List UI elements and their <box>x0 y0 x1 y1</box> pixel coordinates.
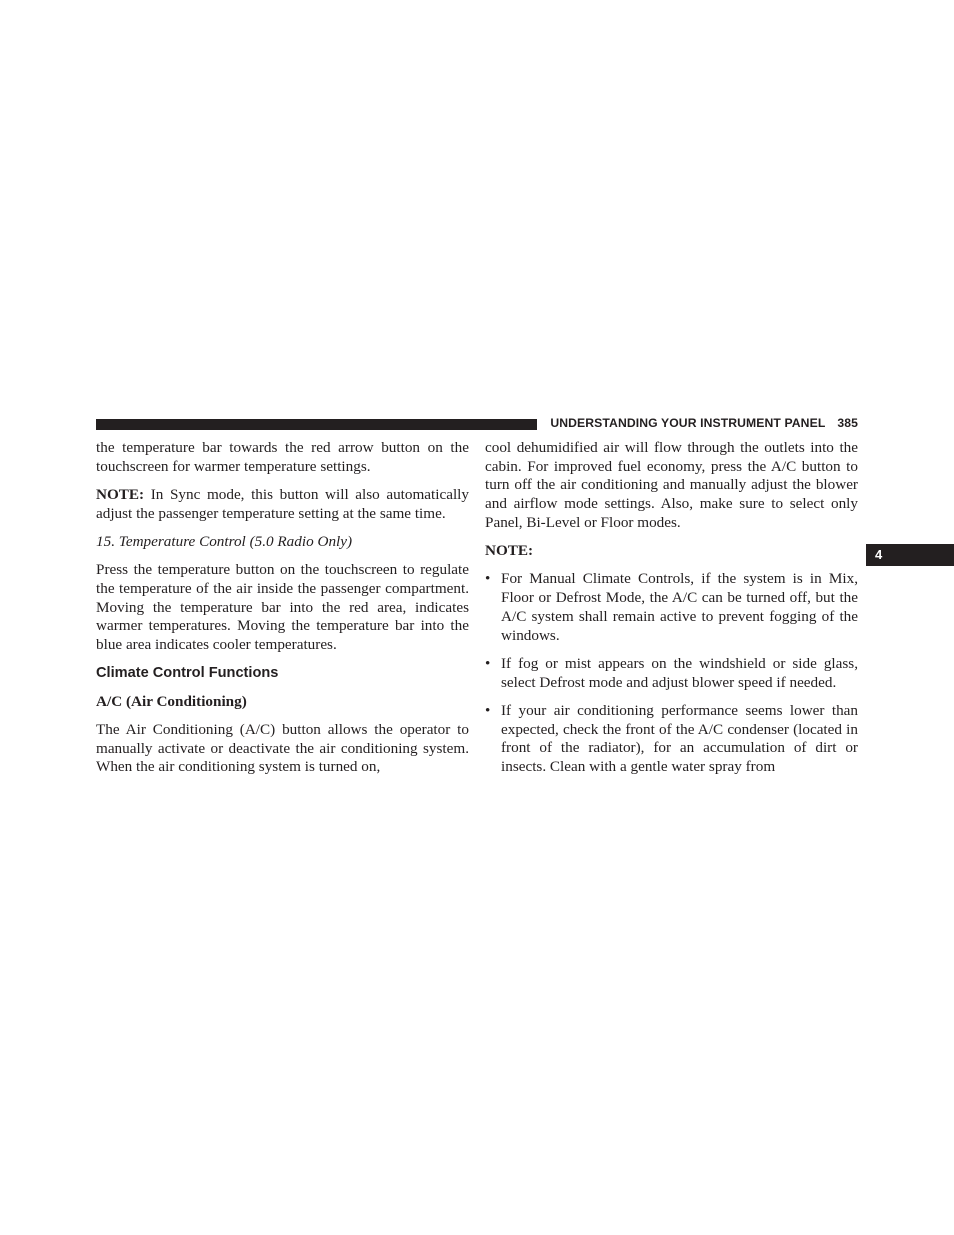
section-heading: Climate Control Functions <box>96 665 279 682</box>
list-item-text: If fog or mist appears on the windshield or side glass, select Defrost mode and adjust blower speed if needed. <box>501 654 858 691</box>
paragraph: The Air Conditioning (A/C) button allows the operator to manually activate or deactivate the air conditioning system. When the air conditioning system is turned on, <box>96 721 469 776</box>
section-title: UNDERSTANDING YOUR INSTRUMENT PANEL <box>550 416 826 430</box>
note-paragraph <box>96 486 469 523</box>
header-rule <box>96 419 537 430</box>
paragraph: cool dehumidified air will flow through the outlets into the cabin. For improved fuel economy, press the A/C button to turn off the air conditioning and manually adjust the blower and airflow mode settings. Also, make sure to select only Panel, Bi-Level or Floor modes. <box>485 439 858 531</box>
bullet-icon: • <box>485 654 491 672</box>
page-number: 385 <box>837 416 858 430</box>
note-list <box>485 570 858 776</box>
chapter-tab: 4 <box>866 544 954 566</box>
list-item <box>485 655 858 692</box>
list-item <box>485 570 858 645</box>
bullet-icon: • <box>485 570 491 588</box>
list-item-text: If your air conditioning performance seems lower than expected, check the front of the A/C condenser (located in front of the radiator), for an accumulation of dirt or insects. Clean with a gentle water spray from <box>501 701 858 775</box>
running-header <box>546 416 858 430</box>
note-text: In Sync mode, this button will also automatically adjust the passenger temperature setting at the same time. <box>96 486 469 522</box>
left-column <box>96 439 469 787</box>
paragraph: Press the temperature button on the touchscreen to regulate the temperature of the air inside the passenger compartment. Moving the temperature bar into the red area, indicates warmer temperatures. Moving the temperature bar into the blue area indicates cooler temperatures. <box>96 561 469 654</box>
bullet-icon: • <box>485 701 491 719</box>
item-heading: 15. Temperature Control (5.0 Radio Only) <box>96 533 353 550</box>
list-item-text: For Manual Climate Controls, if the system is in Mix, Floor or Defrost Mode, the A/C can be turned off, but the A/C system shall remain active to prevent fogging of the windows. <box>501 570 858 644</box>
paragraph: the temperature bar towards the red arrow button on the touchscreen for warmer temperature settings. <box>96 439 469 475</box>
right-column <box>485 439 858 786</box>
note-heading: NOTE: <box>485 542 534 560</box>
list-item <box>485 702 858 777</box>
note-label: NOTE: <box>96 486 145 503</box>
subheading: A/C (Air Conditioning) <box>96 692 247 710</box>
